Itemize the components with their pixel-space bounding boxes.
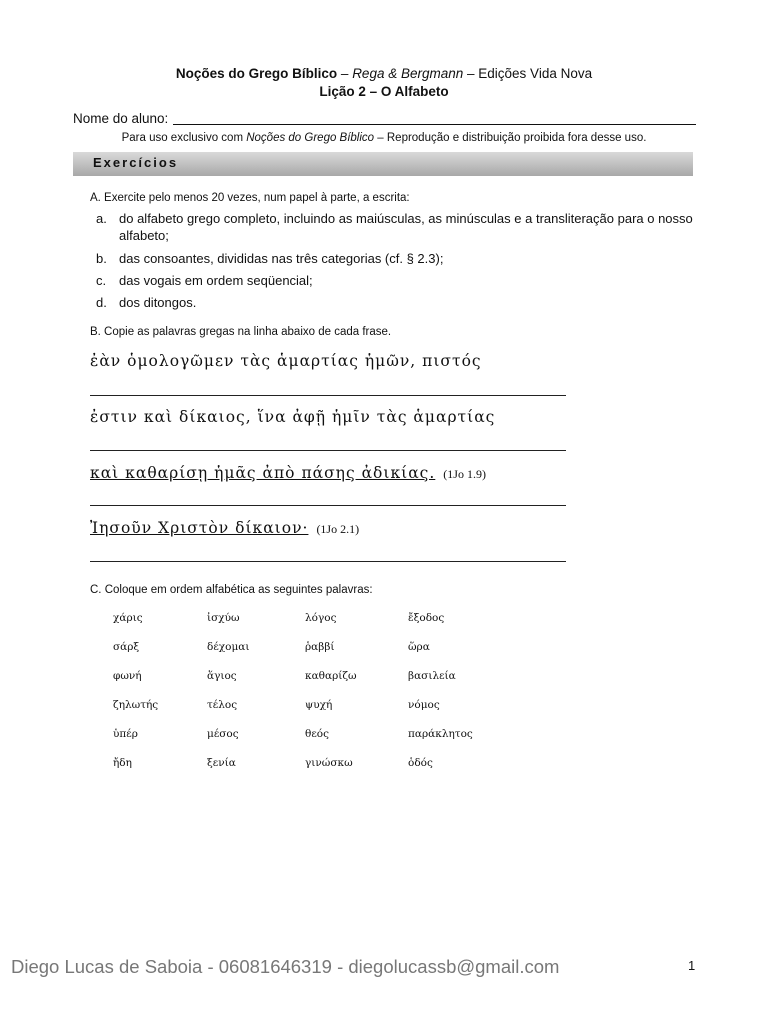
greek-word: ἔξοδος <box>408 612 445 624</box>
greek-word: δέχομαι <box>207 641 250 653</box>
greek-word: ῥαββί <box>305 641 335 653</box>
greek-word: ζηλωτής <box>113 699 159 711</box>
greek-phrase <box>90 464 486 482</box>
page-number: 1 <box>688 958 696 973</box>
student-name-label: Nome do aluno: <box>73 111 169 126</box>
greek-phrase-text: καὶ καθαρίσῃ ἡμᾶς ἀπὸ πάσης ἀδικίας. <box>90 464 436 482</box>
greek-phrase <box>90 519 359 537</box>
greek-word: βασιλεία <box>408 670 456 682</box>
verse-reference: (1Jo 1.9) <box>443 467 486 481</box>
footer-contact: Diego Lucas de Saboia - 06081646319 - diegolucassb@gmail.com <box>11 956 560 977</box>
student-name-line[interactable] <box>173 124 696 125</box>
section-c-heading: C. Coloque em ordem alfabética as seguintes palavras: <box>90 584 373 596</box>
greek-word: ἅγιος <box>207 670 237 682</box>
greek-word: χάρις <box>113 612 143 624</box>
section-title: Exercícios <box>93 155 179 170</box>
writing-line[interactable] <box>90 561 566 562</box>
greek-word: σάρξ <box>113 641 140 653</box>
greek-word: λόγος <box>305 612 337 624</box>
header-separator: – <box>463 66 479 81</box>
greek-word: καθαρίζω <box>305 670 357 682</box>
greek-word: ξενία <box>207 757 236 769</box>
book-title: Noções do Grego Bíblico <box>175 66 338 81</box>
item-letter: d. <box>96 295 107 310</box>
greek-phrase-text: ἐστιν καὶ δίκαιος, ἵνα ἀφῇ ἡμῖν τὰς ἁμαρτίας <box>90 408 496 426</box>
greek-phrase-text: ἐὰν ὁμολογῶμεν τὰς ἁμαρτίας ἡμῶν, πιστός <box>90 352 482 370</box>
section-a-heading: A. Exercite pelo menos 20 vezes, num papel à parte, a escrita: <box>90 192 410 204</box>
greek-word: ὑπέρ <box>113 728 138 740</box>
writing-line[interactable] <box>90 505 566 506</box>
notice-suffix: – Reprodução e distribuição proibida fora desse uso. <box>374 132 647 144</box>
document-header <box>0 66 768 81</box>
greek-word: τέλος <box>207 699 238 711</box>
greek-phrase <box>90 352 482 370</box>
usage-notice <box>0 132 768 144</box>
greek-word: ψυχή <box>305 699 333 711</box>
item-text: dos ditongos. <box>119 295 197 310</box>
greek-phrase-text: Ἰησοῦν Χριστὸν δίκαιον· <box>90 519 309 537</box>
item-text: do alfabeto grego completo, incluindo as maiúsculas, as minúsculas e a transliteração para o nosso alfabeto; <box>119 211 693 243</box>
greek-word: γινώσκω <box>305 757 353 769</box>
section-b-heading: B. Copie as palavras gregas na linha abaixo de cada frase. <box>90 326 392 338</box>
item-letter: c. <box>96 273 107 288</box>
greek-word: ἰσχύω <box>207 612 240 624</box>
item-text: das vogais em ordem seqüencial; <box>119 273 313 288</box>
item-letter: a. <box>96 211 107 226</box>
greek-word: νόμος <box>408 699 440 711</box>
section-title-bar <box>73 152 693 176</box>
verse-reference: (1Jo 2.1) <box>316 522 360 536</box>
writing-line[interactable] <box>90 395 566 396</box>
header-separator: – <box>337 66 353 81</box>
item-text: das consoantes, divididas nas três categorias (cf. § 2.3); <box>119 251 444 266</box>
greek-phrase <box>90 408 495 426</box>
publisher: Edições Vida Nova <box>478 66 593 81</box>
writing-line[interactable] <box>90 450 566 451</box>
greek-word: θεός <box>305 728 329 740</box>
greek-word: φωνή <box>113 670 142 682</box>
greek-word: ἤδη <box>113 757 132 769</box>
notice-prefix: Para uso exclusivo com <box>121 132 247 144</box>
item-letter: b. <box>96 251 107 266</box>
authors: Rega & Bergmann <box>352 66 464 81</box>
greek-word: μέσος <box>207 728 239 740</box>
greek-word: παράκλητος <box>408 728 473 740</box>
greek-word: ὁδός <box>408 757 433 769</box>
notice-book: Noções do Grego Bíblico <box>246 132 375 144</box>
lesson-title: Lição 2 – O Alfabeto <box>319 84 449 99</box>
greek-word: ὥρα <box>408 641 430 653</box>
